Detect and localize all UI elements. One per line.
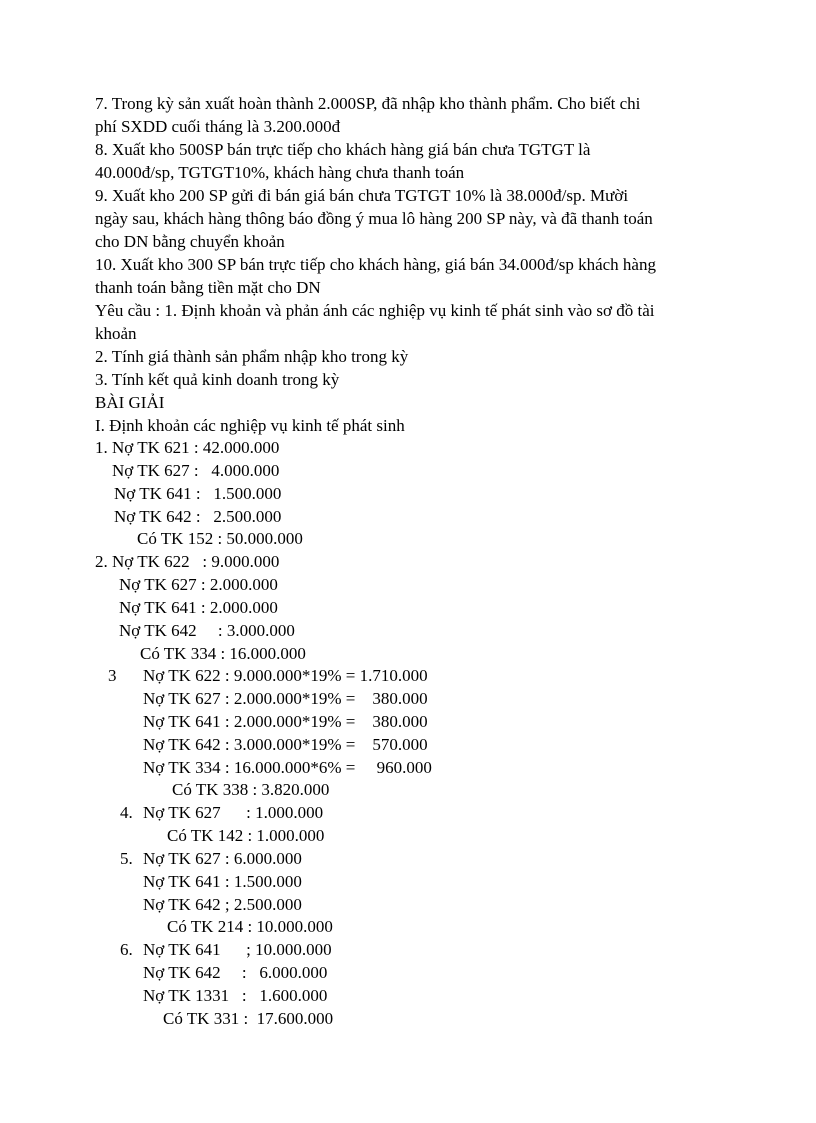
entry-2-line-3: Nợ TK 641 : 2.000.000 <box>119 598 278 617</box>
solution-heading: BÀI GIẢI <box>95 393 165 412</box>
entry-1-line-5: Có TK 152 : 50.000.000 <box>137 529 303 548</box>
problem-item-9-line-1: 9. Xuất kho 200 SP gửi đi bán giá bán chưa TGTGT 10% là 38.000đ/sp. Mười <box>95 186 629 205</box>
entry-4-line-2: Có TK 142 : 1.000.000 <box>167 826 325 845</box>
entry-5-line-2: Nợ TK 641 : 1.500.000 <box>143 872 302 891</box>
entry-3-line-3: Nợ TK 641 : 2.000.000*19% = 380.000 <box>143 712 428 731</box>
entry-4-line-1: Nợ TK 627 : 1.000.000 <box>143 803 324 822</box>
problem-item-9-line-3: cho DN bằng chuyển khoản <box>95 232 285 251</box>
requirements-line-1: Yêu cầu : 1. Định khoản và phản ánh các nghiệp vụ kinh tế phát sinh vào sơ đồ tài <box>95 301 655 320</box>
entry-6-line-2: Nợ TK 642 : 6.000.000 <box>143 963 328 982</box>
entry-5-number: 5. <box>120 849 133 868</box>
solution-section-title: I. Định khoản các nghiệp vụ kinh tế phát sinh <box>95 416 405 435</box>
entry-3-number: 3 <box>108 666 117 685</box>
entry-3-line-6: Có TK 338 : 3.820.000 <box>172 780 330 799</box>
problem-item-10-line-1: 10. Xuất kho 300 SP bán trực tiếp cho khách hàng, giá bán 34.000đ/sp khách hàng <box>95 255 656 274</box>
requirement-3: 3. Tính kết quả kinh doanh trong kỳ <box>95 370 340 389</box>
entry-3-line-5: Nợ TK 334 : 16.000.000*6% = 960.000 <box>143 758 432 777</box>
requirements-line-2: khoản <box>95 324 137 343</box>
problem-item-10-line-2: thanh toán bằng tiền mặt cho DN <box>95 278 321 297</box>
entry-1-line-2: Nợ TK 627 : 4.000.000 <box>112 461 280 480</box>
entry-2-line-1: 2. Nợ TK 622 : 9.000.000 <box>95 552 280 571</box>
entry-5-line-3: Nợ TK 642 ; 2.500.000 <box>143 895 302 914</box>
entry-1-line-1: 1. Nợ TK 621 : 42.000.000 <box>95 438 280 457</box>
entry-3-line-4: Nợ TK 642 : 3.000.000*19% = 570.000 <box>143 735 428 754</box>
problem-item-8-line-2: 40.000đ/sp, TGTGT10%, khách hàng chưa thanh toán <box>95 163 465 182</box>
entry-2-line-4: Nợ TK 642 : 3.000.000 <box>119 621 295 640</box>
problem-item-7-line-2: phí SXDD cuối tháng là 3.200.000đ <box>95 117 341 136</box>
entry-5-line-4: Có TK 214 : 10.000.000 <box>167 917 333 936</box>
entry-6-line-4: Có TK 331 : 17.600.000 <box>163 1009 334 1028</box>
entry-5-line-1: Nợ TK 627 : 6.000.000 <box>143 849 302 868</box>
entry-3-line-1: Nợ TK 622 : 9.000.000*19% = 1.710.000 <box>143 666 428 685</box>
entry-2-line-2: Nợ TK 627 : 2.000.000 <box>119 575 278 594</box>
requirement-2: 2. Tính giá thành sản phẩm nhập kho trong kỳ <box>95 347 409 366</box>
entry-1-line-4: Nợ TK 642 : 2.500.000 <box>114 507 282 526</box>
problem-item-9-line-2: ngày sau, khách hàng thông báo đồng ý mua lô hàng 200 SP này, và đã thanh toán <box>95 209 653 228</box>
entry-6-line-3: Nợ TK 1331 : 1.600.000 <box>143 986 328 1005</box>
problem-item-7-line-1: 7. Trong kỳ sản xuất hoàn thành 2.000SP, đã nhập kho thành phẩm. Cho biết chi <box>95 94 641 113</box>
problem-item-8-line-1: 8. Xuất kho 500SP bán trực tiếp cho khách hàng giá bán chưa TGTGT là <box>95 140 591 159</box>
entry-3-line-2: Nợ TK 627 : 2.000.000*19% = 380.000 <box>143 689 428 708</box>
entry-6-line-1: Nợ TK 641 ; 10.000.000 <box>143 940 332 959</box>
entry-2-line-5: Có TK 334 : 16.000.000 <box>140 644 306 663</box>
entry-1-line-3: Nợ TK 641 : 1.500.000 <box>114 484 282 503</box>
entry-6-number: 6. <box>120 940 133 959</box>
entry-4-number: 4. <box>120 803 133 822</box>
